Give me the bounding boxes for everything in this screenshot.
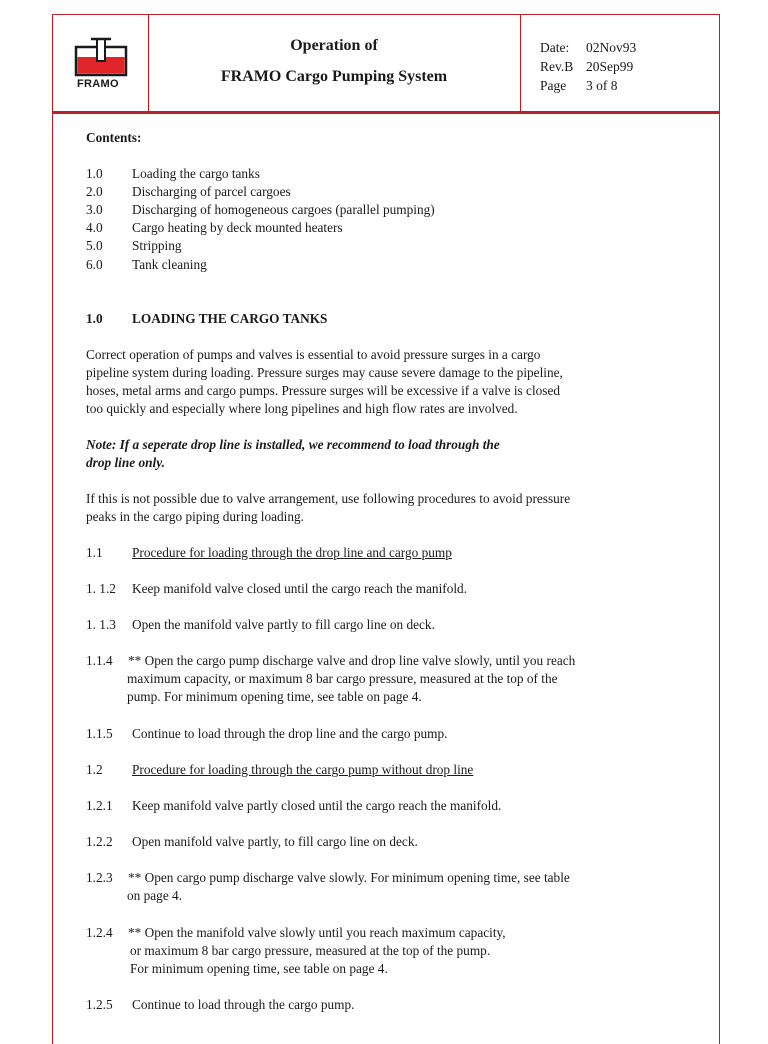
step-continuation: or maximum 8 bar cargo pressure, measured at the top of the pump. <box>130 943 491 958</box>
step-item: 1.1.5 Continue to load through the drop line and the cargo pump. <box>86 726 448 741</box>
meta-cell <box>520 15 719 111</box>
step-continuation: For minimum opening time, see table on page 4. <box>130 961 388 976</box>
paragraph-line: If this is not possible due to valve arrangement, use following procedures to avoid pressure <box>86 491 571 506</box>
revision-row <box>540 59 633 75</box>
step-item: 1.2.3 ** Open cargo pump discharge valve slowly. For minimum opening time, see table <box>86 870 570 885</box>
step-item: 1.1.4 ** Open the cargo pump discharge valve and drop line valve slowly, until you reach <box>86 653 576 668</box>
doc-title-line2: FRAMO Cargo Pumping System <box>220 68 448 85</box>
section-heading: 1.0 LOADING THE CARGO TANKS <box>86 311 328 326</box>
contents-item: 3.0 Discharging of homogeneous cargoes (parallel pumping) <box>86 202 435 217</box>
paragraph-line: hoses, metal arms and cargo pumps. Pressure surges will be excessive if a valve is closed <box>86 383 561 398</box>
step-item: 1. 1.3 Open the manifold valve partly to fill cargo line on deck. <box>86 617 435 632</box>
logo-cell <box>53 15 149 111</box>
paragraph-line: pipeline system during loading. Pressure surges may cause severe damage to the pipeline, <box>86 365 563 380</box>
document-header <box>52 14 720 112</box>
contents-item: 4.0 Cargo heating by deck mounted heaters <box>86 220 343 235</box>
paragraph-line: too quickly and especially where long pipelines and high flow rates are involved. <box>86 401 518 416</box>
step-continuation: maximum capacity, or maximum 8 bar cargo pressure, measured at the top of the <box>127 671 558 686</box>
page-label: Page <box>540 78 567 93</box>
procedure-heading: 1.2 Procedure for loading through the cargo pump without drop line <box>86 762 474 777</box>
step-item: 1.2.4 ** Open the manifold valve slowly until you reach maximum capacity, <box>86 925 506 940</box>
note-line: Note: If a seperate drop line is installed, we recommend to load through the <box>86 437 500 452</box>
contents-item: 1.0 Loading the cargo tanks <box>86 166 260 181</box>
paragraph-line: peaks in the cargo piping during loading. <box>86 509 305 524</box>
step-item: 1. 1.2 Keep manifold valve closed until the cargo reach the manifold. <box>86 581 468 596</box>
step-item: 1.2.5 Continue to load through the cargo pump. <box>86 997 355 1012</box>
note-line: drop line only. <box>86 455 165 470</box>
step-item: 1.2.2 Open manifold valve partly, to fill cargo line on deck. <box>86 834 418 849</box>
date-row <box>540 40 636 56</box>
contents-item: 2.0 Discharging of parcel cargoes <box>86 184 291 199</box>
revision-value: 20Sep99 <box>586 59 634 74</box>
procedure-heading: 1.1 Procedure for loading through the drop line and cargo pump <box>86 545 452 560</box>
logo-text: FRAMO <box>77 78 119 90</box>
header-divider <box>52 111 720 114</box>
step-continuation: pump. For minimum opening time, see table on page 4. <box>127 689 422 704</box>
contents-item: 6.0 Tank cleaning <box>86 257 207 272</box>
title-cell <box>148 15 521 111</box>
date-value: 02Nov93 <box>586 40 637 55</box>
step-item: 1.2.1 Keep manifold valve partly closed until the cargo reach the manifold. <box>86 798 502 813</box>
doc-title-line1: Operation of <box>290 37 378 54</box>
step-continuation: on page 4. <box>127 888 183 903</box>
contents-item: 5.0 Stripping <box>86 238 182 253</box>
date-label: Date: <box>540 40 570 55</box>
paragraph-line: Correct operation of pumps and valves is essential to avoid pressure surges in a cargo <box>86 347 541 362</box>
page-row <box>540 78 618 94</box>
contents-heading: Contents: <box>86 130 142 145</box>
revision-label: Rev.B <box>540 59 574 74</box>
page-value: 3 of 8 <box>586 78 618 93</box>
